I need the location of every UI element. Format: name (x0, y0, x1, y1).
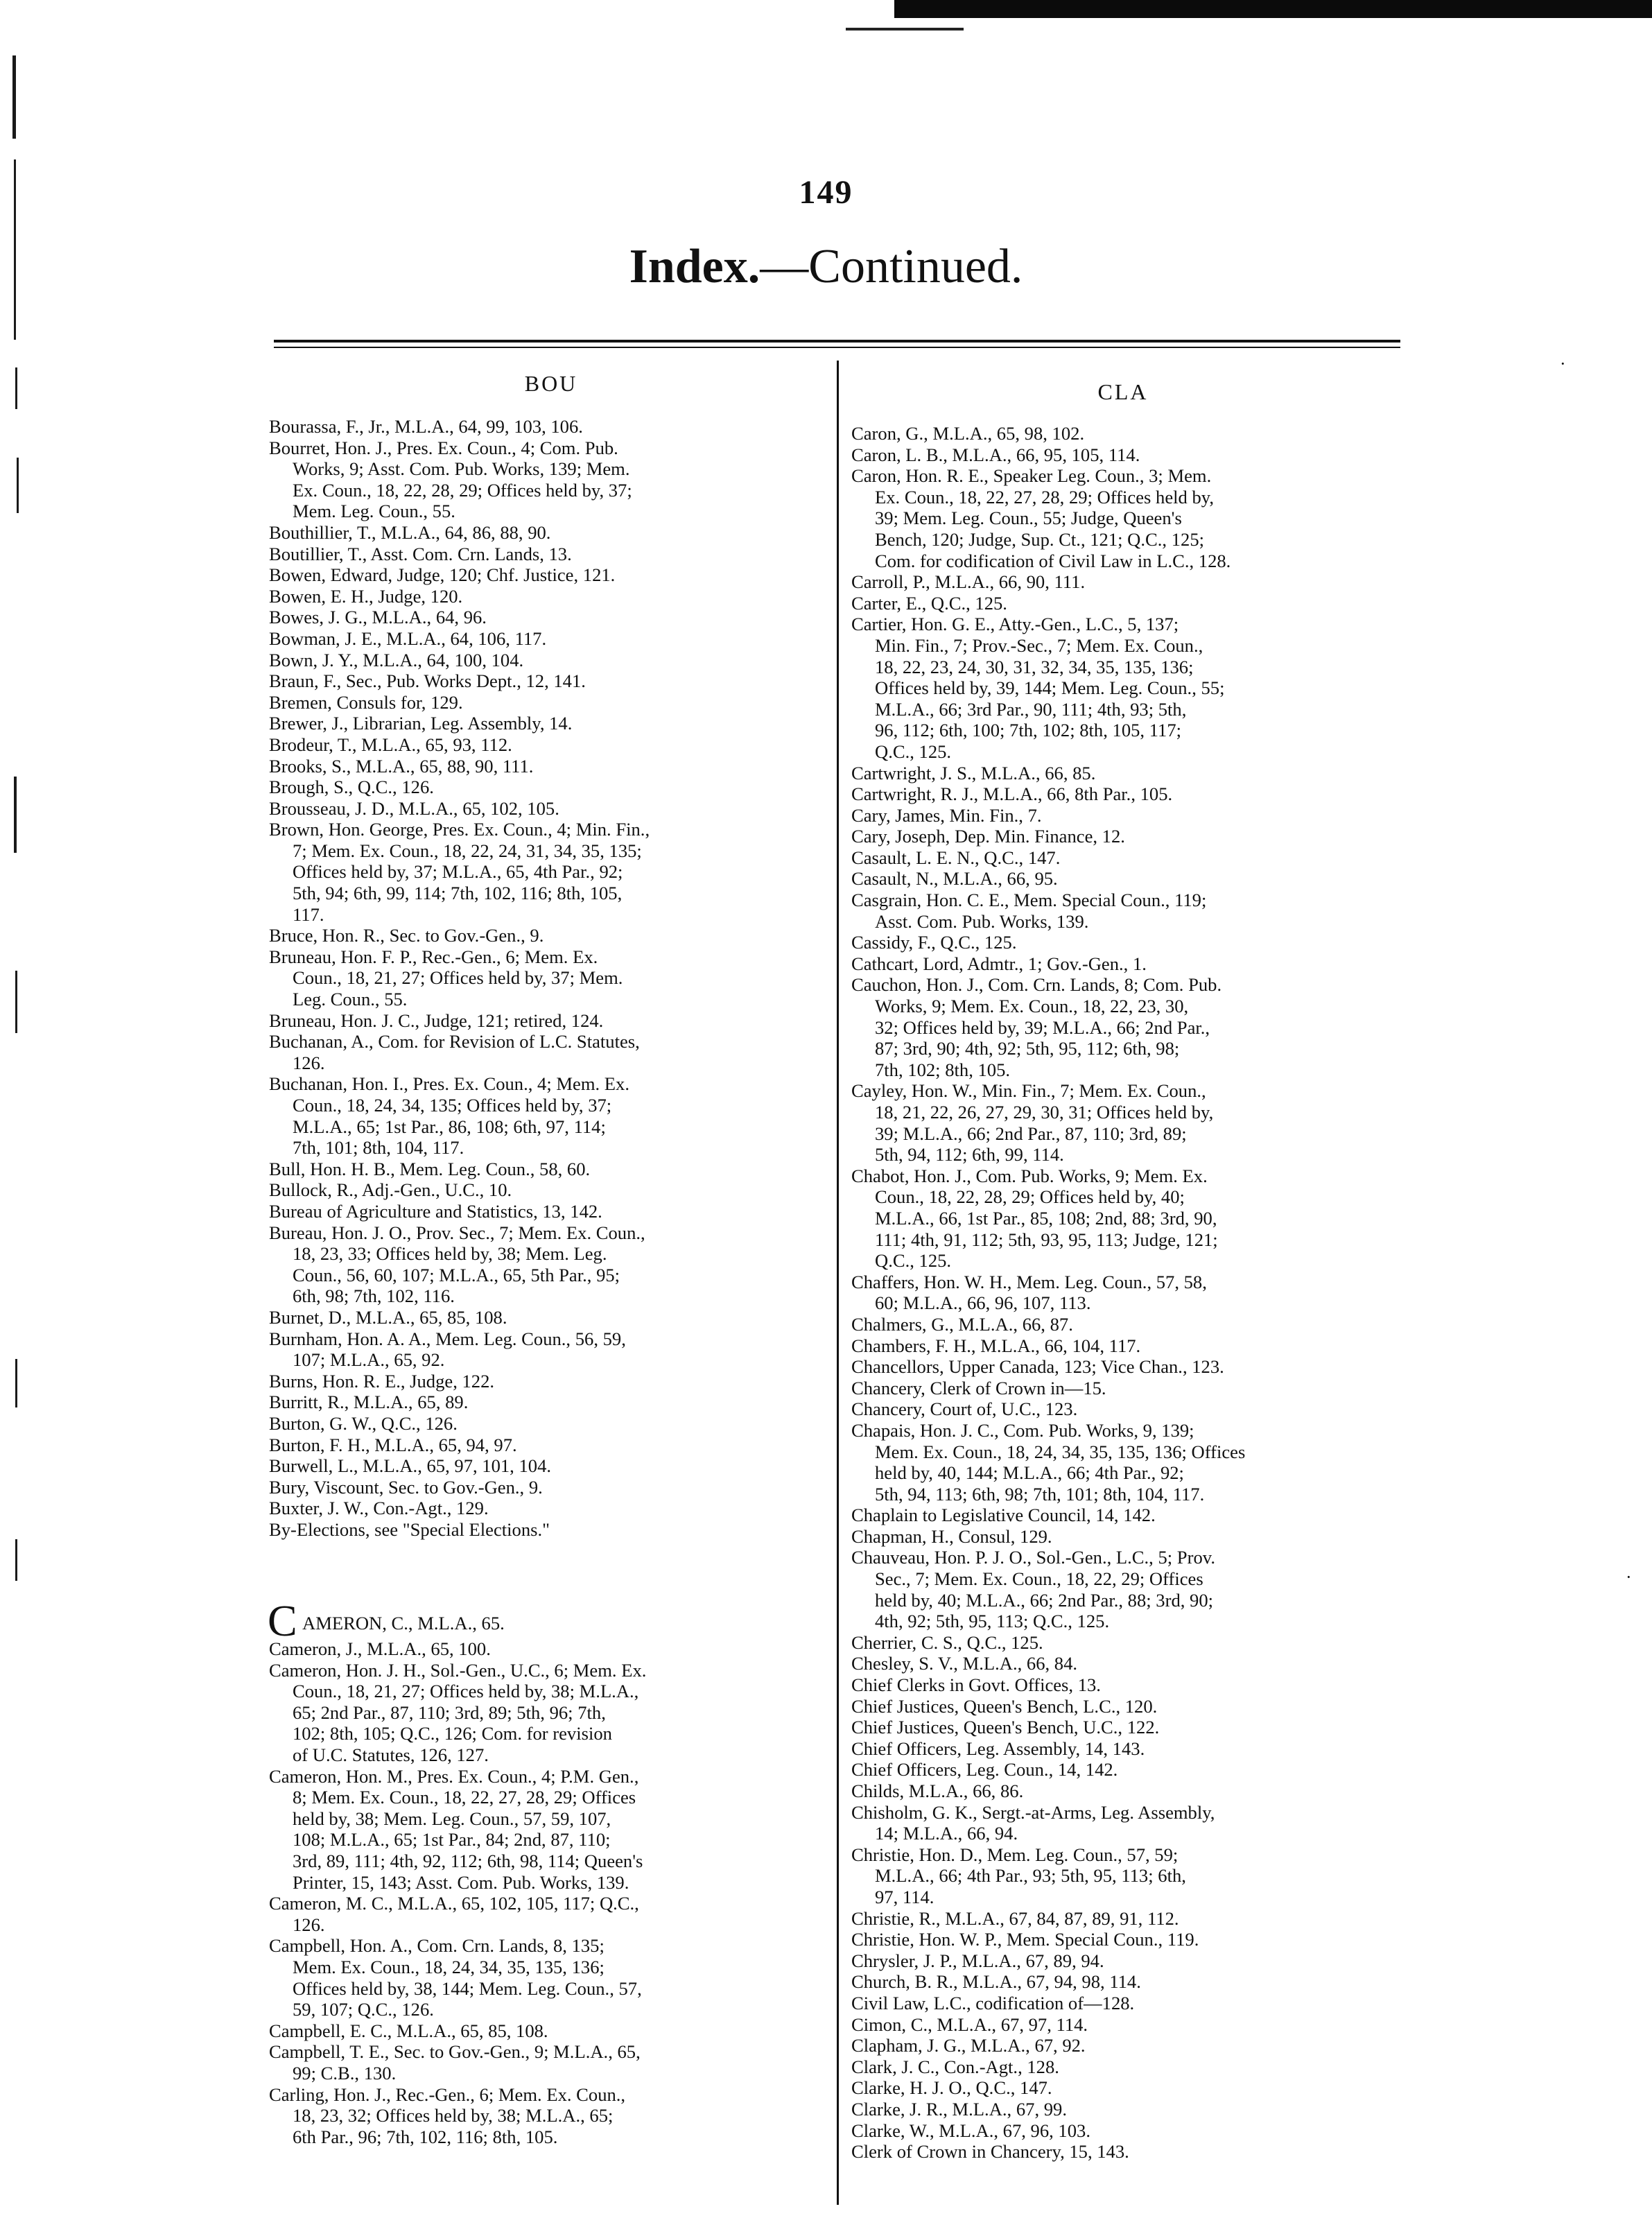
margin-mark: · (1560, 354, 1566, 374)
index-entry: Chapman, H., Consul, 129. (851, 1525, 1052, 1547)
index-entry: Cameron, M. C., M.L.A., 65, 102, 105, 117; Q.C., 126. (269, 1893, 639, 1935)
index-entry: Carter, E., Q.C., 125. (851, 592, 1007, 614)
index-entry: Clarke, J. R., M.L.A., 67, 99. (851, 2098, 1067, 2120)
index-entry: Bruneau, Hon. J. C., Judge, 121; retired, 124. (269, 1010, 604, 1031)
index-entry: Carroll, P., M.L.A., 66, 90, 111. (851, 571, 1086, 593)
index-entry: Chabot, Hon. J., Com. Pub. Works, 9; Mem. Ex. Coun., 18, 22, 28, 29; Offices held by, 40; M.L.A., 66, 1st Par., 85, 108; 2nd, 88; 3rd, 90, 111; 4th, 91, 112; 5th, 93, 95, 113; Judge, 121; Q.C., 125. (851, 1165, 1218, 1272)
index-entry: Cameron, J., M.L.A., 65, 100. (269, 1638, 491, 1660)
scan-mark (846, 28, 964, 31)
index-entry: Chalmers, G., M.L.A., 66, 87. (851, 1313, 1073, 1335)
index-entry: Clarke, W., M.L.A., 67, 96, 103. (851, 2120, 1090, 2141)
index-entry: Clarke, H. J. O., Q.C., 147. (851, 2077, 1052, 2099)
index-entry: Cimon, C., M.L.A., 67, 97, 114. (851, 2013, 1088, 2035)
index-entry: Burnham, Hon. A. A., Mem. Leg. Coun., 56, 59, 107; M.L.A., 65, 92. (269, 1328, 626, 1371)
index-entry: Bowes, J. G., M.L.A., 64, 96. (269, 607, 487, 628)
index-entry: Chesley, S. V., M.L.A., 66, 84. (851, 1653, 1078, 1674)
index-entry: Buchanan, Hon. I., Pres. Ex. Coun., 4; Mem. Ex. Coun., 18, 24, 34, 135; Offices held by, 37; M.L.A., 65; 1st Par., 86, 108; 6th, 97, 114; 7th, 101; 8th, 104, 117. (269, 1073, 629, 1159)
index-entry: Christie, Hon. W. P., Mem. Special Coun., 119. (851, 1929, 1199, 1950)
index-entry: Christie, R., M.L.A., 67, 84, 87, 89, 91, 112. (851, 1907, 1179, 1929)
index-entry: Bouthillier, T., M.L.A., 64, 86, 88, 90. (269, 521, 551, 543)
index-entry: Clapham, J. G., M.L.A., 67, 92. (851, 2035, 1086, 2056)
index-entry: Bremen, Consuls for, 129. (269, 691, 463, 713)
index-entry: Cayley, Hon. W., Min. Fin., 7; Mem. Ex. Coun., 18, 21, 22, 26, 27, 29, 30, 31; Offices held by, 39; M.L.A., 66; 2nd Par., 87, 110; 3rd, 89; 5th, 94, 112; 6th, 99, 114. (851, 1080, 1214, 1166)
drop-cap: C (268, 1596, 297, 1646)
scan-top-edge (894, 0, 1652, 18)
index-entry: Bury, Viscount, Sec. to Gov.-Gen., 9. (269, 1476, 543, 1498)
index-entry: Casgrain, Hon. C. E., Mem. Special Coun., 119; Asst. Com. Pub. Works, 139. (851, 890, 1207, 932)
index-entry: Caron, L. B., M.L.A., 66, 95, 105, 114. (851, 444, 1140, 465)
index-entry: Bureau, Hon. J. O., Prov. Sec., 7; Mem. Ex. Coun., 18, 23, 33; Offices held by, 38; Mem. Leg. Coun., 56, 60, 107; M.L.A., 65, 5th Par., 95; 6th, 98; 7th, 102, 116. (269, 1222, 645, 1307)
index-entry: Chancellors, Upper Canada, 123; Vice Chan., 123. (851, 1356, 1224, 1378)
page-number: 149 (799, 174, 853, 211)
index-entry: Cary, Joseph, Dep. Min. Finance, 12. (851, 826, 1125, 847)
index-entry: Chief Justices, Queen's Bench, L.C., 120. (851, 1695, 1158, 1717)
index-entry: Cary, James, Min. Fin., 7. (851, 804, 1042, 826)
index-entry: Burton, G. W., Q.C., 126. (269, 1412, 458, 1434)
index-entry: Chief Justices, Queen's Bench, U.C., 122. (851, 1717, 1160, 1738)
index-entry: Campbell, Hon. A., Com. Crn. Lands, 8, 135; Mem. Ex. Coun., 18, 24, 34, 35, 135, 136; Offices held by, 38, 144; Mem. Leg. Coun., 57, 59, 107; Q.C., 126. (269, 1935, 642, 2020)
index-entry: Bown, J. Y., M.L.A., 64, 100, 104. (269, 649, 524, 670)
index-entry: Brousseau, J. D., M.L.A., 65, 102, 105. (269, 797, 559, 819)
index-entry: Chief Clerks in Govt. Offices, 13. (851, 1674, 1101, 1696)
index-entry: Burton, F. H., M.L.A., 65, 94, 97. (269, 1434, 517, 1455)
index-entry: Cameron, Hon. M., Pres. Ex. Coun., 4; P.M. Gen., 8; Mem. Ex. Coun., 18, 22, 27, 28, 29; Offices held by, 38; Mem. Leg. Coun., 57, 59, 107, 108; M.L.A., 65; 1st Par., 84; 2nd, 87, 110; 3rd, 89, 111; 4th, 92, 112; 6th, 98, 114; Queen's Printer, 15, 143; Asst. Com. Pub. Works, 139. (269, 1765, 643, 1893)
index-entry: Cassidy, F., Q.C., 125. (851, 932, 1017, 953)
index-entry: Bourassa, F., Jr., M.L.A., 64, 99, 103, 106. (269, 416, 583, 437)
index-entry: Brewer, J., Librarian, Leg. Assembly, 14. (269, 713, 573, 734)
section-start-text: AMERON, C., M.L.A., 65. (302, 1613, 505, 1634)
index-entry: Bourret, Hon. J., Pres. Ex. Coun., 4; Com. Pub. Works, 9; Asst. Com. Pub. Works, 139; Mem. Ex. Coun., 18, 22, 28, 29; Offices held by, 37; Mem. Leg. Coun., 55. (269, 437, 632, 522)
header-rule-top (274, 340, 1400, 343)
index-entry: Chief Officers, Leg. Coun., 14, 142. (851, 1759, 1118, 1781)
section-gap (269, 1540, 831, 1613)
left-column-heading: BOU (524, 371, 578, 396)
column-divider (837, 361, 839, 2205)
index-entry: Brodeur, T., M.L.A., 65, 93, 112. (269, 734, 512, 755)
index-entry: Bowman, J. E., M.L.A., 64, 106, 117. (269, 627, 547, 649)
index-entry: Brooks, S., M.L.A., 65, 88, 90, 111. (269, 755, 534, 777)
margin-mark: · (1626, 1567, 1632, 1587)
index-entry: Bruneau, Hon. F. P., Rec.-Gen., 6; Mem. Ex. Coun., 18, 21, 27; Offices held by, 37; Mem. Leg. Coun., 55. (269, 946, 623, 1010)
index-entry: Bull, Hon. H. B., Mem. Leg. Coun., 58, 60. (269, 1158, 591, 1179)
index-entry: Brough, S., Q.C., 126. (269, 777, 434, 798)
index-entry: Civil Law, L.C., codification of—128. (851, 1992, 1135, 2013)
right-column (851, 423, 1406, 2163)
left-column (269, 416, 831, 2147)
index-entry: Chrysler, J. P., M.L.A., 67, 89, 94. (851, 1950, 1104, 1971)
index-entry: Chancery, Court of, U.C., 123. (851, 1398, 1078, 1420)
index-entry: By-Elections, see "Special Elections." (269, 1518, 550, 1540)
index-entry: Boutillier, T., Asst. Com. Crn. Lands, 13. (269, 543, 572, 564)
index-entry: Cartwright, J. S., M.L.A., 66, 85. (851, 762, 1096, 783)
section-start-entry (268, 1596, 831, 1646)
index-entry: Casault, N., M.L.A., 66, 95. (851, 868, 1058, 890)
index-entry: Buchanan, A., Com. for Revision of L.C. Statutes, 126. (269, 1031, 640, 1073)
index-entry: Bowen, Edward, Judge, 120; Chf. Justice, 121. (269, 564, 616, 586)
index-entry: Bowen, E. H., Judge, 120. (269, 585, 463, 607)
index-entry: Chaffers, Hon. W. H., Mem. Leg. Coun., 57, 58, 60; M.L.A., 66, 96, 107, 113. (851, 1271, 1207, 1314)
index-entry: Chief Officers, Leg. Assembly, 14, 143. (851, 1738, 1145, 1759)
index-entry: Braun, F., Sec., Pub. Works Dept., 12, 141. (269, 670, 586, 692)
index-entry: Casault, L. E. N., Q.C., 147. (851, 847, 1061, 868)
index-entry: Cartwright, R. J., M.L.A., 66, 8th Par., 105. (851, 783, 1173, 805)
index-entry: Cathcart, Lord, Admtr., 1; Gov.-Gen., 1. (851, 953, 1147, 974)
index-entry: Caron, Hon. R. E., Speaker Leg. Coun., 3; Mem. Ex. Coun., 18, 22, 27, 28, 29; Offices held by, 39; Mem. Leg. Coun., 55; Judge, Queen's Bench, 120; Judge, Sup. Ct., 121; Q.C., 125; Com. for codification of Civil Law in L.C., 128. (851, 465, 1231, 571)
index-entry: Burwell, L., M.L.A., 65, 97, 101, 104. (269, 1455, 552, 1477)
index-entry: Caron, G., M.L.A., 65, 98, 102. (851, 423, 1085, 444)
index-entry: Clark, J. C., Con.-Agt., 128. (851, 2056, 1059, 2077)
title-rest: —Continued. (760, 240, 1023, 293)
index-entry: Christie, Hon. D., Mem. Leg. Coun., 57, 59; M.L.A., 66; 4th Par., 93; 5th, 95, 113; 6th, 97, 114. (851, 1844, 1186, 1907)
title-bold: Index. (629, 240, 760, 293)
index-entry: Carling, Hon. J., Rec.-Gen., 6; Mem. Ex. Coun., 18, 23, 32; Offices held by, 38; M.L.A., 65; 6th Par., 96; 7th, 102, 116; 8th, 105. (269, 2083, 626, 2147)
index-entry: Campbell, E. C., M.L.A., 65, 85, 108. (269, 2020, 548, 2041)
right-column-heading: CLA (1097, 379, 1149, 404)
index-entry: Chapais, Hon. J. C., Com. Pub. Works, 9, 139; Mem. Ex. Coun., 18, 24, 34, 35, 135, 136; Offices held by, 40, 144; M.L.A., 66; 4th Par., 92; 5th, 94, 113; 6th, 98; 7th, 101; 8th, 104, 117. (851, 1419, 1246, 1505)
index-entry: Church, B. R., M.L.A., 67, 94, 98, 114. (851, 1971, 1141, 1993)
index-entry: Chambers, F. H., M.L.A., 66, 104, 117. (851, 1335, 1141, 1356)
index-entry: Buxter, J. W., Con.-Agt., 129. (269, 1498, 489, 1519)
index-entry: Burnet, D., M.L.A., 65, 85, 108. (269, 1306, 507, 1328)
index-entry: Chisholm, G. K., Sergt.-at-Arms, Leg. Assembly, 14; M.L.A., 66, 94. (851, 1801, 1215, 1844)
index-entry: Chancery, Clerk of Crown in—15. (851, 1377, 1106, 1398)
header-rule-bottom (274, 347, 1400, 348)
index-entry: Clerk of Crown in Chancery, 15, 143. (851, 2141, 1129, 2163)
index-entry: Cartier, Hon. G. E., Atty.-Gen., L.C., 5, 137; Min. Fin., 7; Prov.-Sec., 7; Mem. Ex. Coun., 18, 22, 23, 24, 30, 31, 32, 34, 35, 135, 136; Offices held by, 39, 144; Mem. Leg. Coun., 55; M.L.A., 66; 3rd Par., 90, 111; 4th, 93; 5th, 96, 112; 6th, 100; 7th, 102; 8th, 105, 117; Q.C., 125. (851, 614, 1225, 762)
index-entry: Bullock, R., Adj.-Gen., U.C., 10. (269, 1179, 512, 1201)
index-entry: Chauveau, Hon. P. J. O., Sol.-Gen., L.C., 5; Prov. Sec., 7; Mem. Ex. Coun., 18, 22, 29; Offices held by, 40; M.L.A., 66; 2nd Par., 88; 3rd, 90; 4th, 92; 5th, 95, 113; Q.C., 125. (851, 1547, 1215, 1632)
index-entry: Cherrier, C. S., Q.C., 125. (851, 1631, 1043, 1653)
index-entry: Brown, Hon. George, Pres. Ex. Coun., 4; Min. Fin., 7; Mem. Ex. Coun., 18, 22, 24, 31, 34, 35, 135; Offices held by, 37; M.L.A., 65, 4th Par., 92; 5th, 94; 6th, 99, 114; 7th, 102, 116; 8th, 105, 117. (269, 819, 650, 925)
index-entry: Chaplain to Legislative Council, 14, 142. (851, 1505, 1156, 1526)
index-entry: Cauchon, Hon. J., Com. Crn. Lands, 8; Com. Pub. Works, 9; Mem. Ex. Coun., 18, 22, 23, 30, 32; Offices held by, 39; M.L.A., 66; 2nd Par., 87; 3rd, 90; 4th, 92; 5th, 95, 112; 6th, 98; 7th, 102; 8th, 105. (851, 974, 1222, 1080)
index-entry: Bureau of Agriculture and Statistics, 13, 142. (269, 1200, 602, 1222)
index-entry: Burns, Hon. R. E., Judge, 122. (269, 1370, 495, 1392)
index-entry: Bruce, Hon. R., Sec. to Gov.-Gen., 9. (269, 925, 544, 946)
index-entry: Burritt, R., M.L.A., 65, 89. (269, 1392, 469, 1413)
index-entry: Childs, M.L.A., 66, 86. (851, 1781, 1024, 1801)
page-title (0, 239, 1652, 295)
index-entry: Cameron, Hon. J. H., Sol.-Gen., U.C., 6; Mem. Ex. Coun., 18, 21, 27; Offices held by, 38; M.L.A., 65; 2nd Par., 87, 110; 3rd, 89; 5th, 96; 7th, 102; 8th, 105; Q.C., 126; Com. for revision of U.C. Statutes, 126, 127. (269, 1659, 647, 1766)
index-entry: Campbell, T. E., Sec. to Gov.-Gen., 9; M.L.A., 65, 99; C.B., 130. (269, 2041, 641, 2083)
